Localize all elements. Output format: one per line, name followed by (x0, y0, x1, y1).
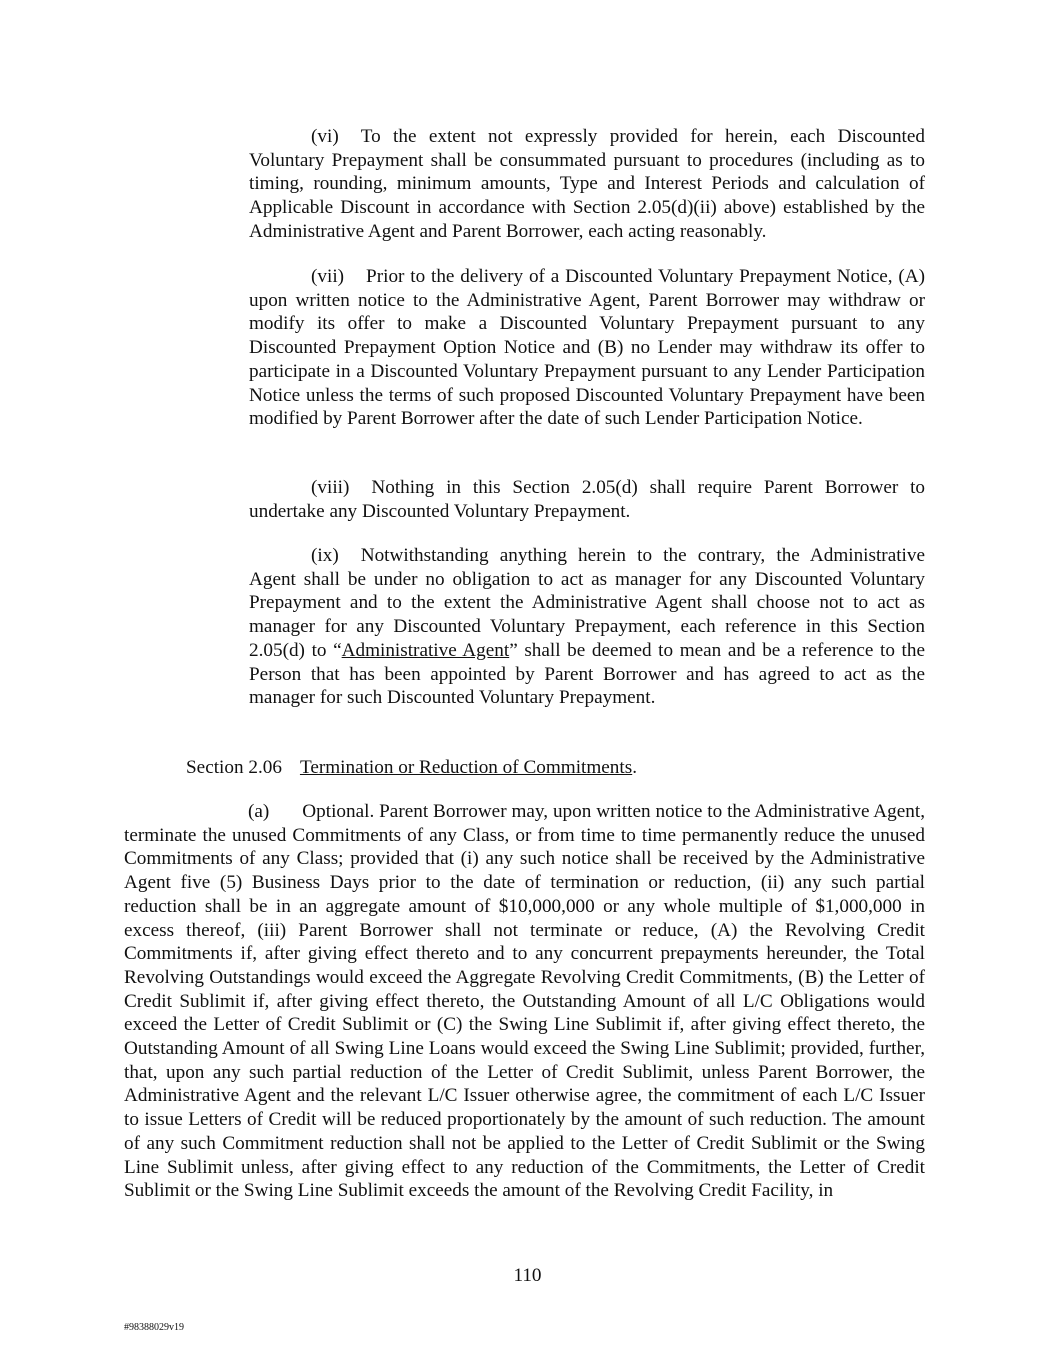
section-title: Termination or Reduction of Commitments (299, 757, 633, 778)
defined-term: Administrative Agent (341, 639, 510, 661)
clause-number: (viii) (311, 477, 350, 498)
clause-number: (vii) (311, 266, 345, 287)
clause-number: (ix) (311, 545, 339, 566)
clause-text: Nothing in this Section 2.05(d) shall require Parent Borrower to undertake any Discounted Voluntary Prepayment. (249, 477, 925, 522)
section-heading (186, 756, 926, 780)
clause-number: (a) (248, 801, 270, 822)
clause-text-before: Notwithstanding anything herein to the contrary, the Administrative Agent shall be under no obligation to act as manager for any Discounted Voluntary Prepayment and to the extent the Administrative Agent shall choose not to act as manager for any Discounted Voluntary Prepayment, each reference in this Section 2.05(d) to “ (249, 545, 925, 661)
clause-number: (vi) (311, 126, 339, 147)
subsection-a (124, 800, 925, 1203)
paragraph-ix (249, 544, 925, 710)
clause-text-after: ” shall be deemed to mean and be a reference to the Person that has been appointed by Parent Borrower and has agreed to act as the manager for such Discounted Voluntary Prepayment. (249, 639, 925, 709)
clause-text: Prior to the delivery of a Discounted Voluntary Prepayment Notice, (A) upon written notice to the Administrative Agent, Parent Borrower may withdraw or modify its offer to make a Discounted Voluntary Prepayment pursuant to any Discounted Prepayment Option Notice and (B) no Lender may withdraw its offer to participate in a Discounted Voluntary Prepayment pursuant to any Lender Participation Notice unless the terms of such proposed Discounted Voluntary Prepayment have been modified by Parent Borrower after the date of such Lender Participation Notice. (249, 266, 925, 430)
paragraph-vii (249, 265, 925, 431)
section-number: Section 2.06 (186, 757, 282, 778)
clause-text: Optional. Parent Borrower may, upon written notice to the Administrative Agent, terminate the unused Commitments of any Class, or from time to time permanently reduce the unused Commitments of any Class; provided that (i) any such notice shall be received by the Administrative Agent five (5) Business Days prior to the date of termination or reduction, (ii) any such partial reduction shall be in an aggregate amount of $10,000,000 or any whole multiple of $1,000,000 in excess thereof, (iii) Parent Borrower shall not terminate or reduce, (A) the Revolving Credit Commitments if, after giving effect thereto and to any concurrent prepayments hereunder, the Total Revolving Outstandings would exceed the Aggregate Revolving Credit Commitments, (B) the Letter of Credit Sublimit if, after giving effect thereto, the Outstanding Amount of all L/C Obligations would exceed the Letter of Credit Sublimit or (C) the Swing Line Sublimit if, after giving effect thereto, the Outstanding Amount of all Swing Line Loans would exceed the Swing Line Sublimit; provided, further, that, upon any such partial reduction of the Letter of Credit Sublimit, unless Parent Borrower, the Administrative Agent and the relevant L/C Issuer otherwise agree, the commitment of each L/C Issuer to issue Letters of Credit will be reduced proportionately by the amount of such reduction. The amount of any such Commitment reduction shall not be applied to the Letter of Credit Sublimit or the Swing Line Sublimit unless, after giving effect to any reduction of the Commitments, the Letter of Credit Sublimit or the Swing Line Sublimit exceeds the amount of the Revolving Credit Facility, in (124, 801, 925, 1202)
section-title-punct: . (632, 757, 637, 778)
clause-text: To the extent not expressly provided for herein, each Discounted Voluntary Prepayment shall be consummated pursuant to procedures (including as to timing, rounding, minimum amounts, Type and Interest Periods and calculation of Applicable Discount in accordance with Section 2.05(d)(ii) above) established by the Administrative Agent and Parent Borrower, each acting reasonably. (249, 126, 925, 242)
page-number: 110 (513, 1265, 542, 1286)
paragraph-vi (249, 125, 925, 244)
paragraph-viii (249, 476, 925, 523)
document-id: #98388029v19 (124, 1322, 184, 1333)
